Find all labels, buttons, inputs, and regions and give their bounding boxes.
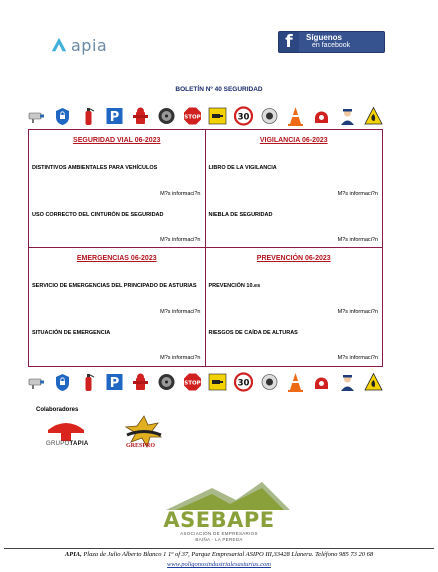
asebape-location: BAIÑA · LA PEREDA [195,537,243,542]
asebape-mountain-icon [166,482,290,510]
section-heading[interactable]: PREVENCIÓN 06-2023 [256,255,331,262]
apia-logo[interactable] [50,35,107,55]
more-info-link[interactable]: M?s informaci?n [337,191,378,197]
security-camera-icon [260,371,279,393]
stop-sign-text: STOP [183,114,201,121]
fire-hydrant-icon [131,105,150,127]
speed-limit-text: 30 [237,378,250,389]
speed-limit-text: 30 [237,112,250,123]
more-info-link[interactable]: M?s informaci?n [337,309,378,315]
facebook-line1: Síguenos [306,33,343,42]
article-title[interactable]: USO CORRECTO DEL CINTURÓN DE SEGURIDAD [32,212,164,218]
facebook-icon: f [279,32,299,52]
bulletin-grid [28,129,383,367]
more-info-link[interactable]: M?s informaci?n [337,237,378,243]
article-title[interactable]: LIBRO DE LA VIGILANCIA [208,165,277,171]
fire-warning-sign-icon [364,371,383,393]
facebook-follow-button[interactable] [278,31,385,53]
asebape-subtitle: ASOCIACIÓN DE EMPRESARIOS [180,531,258,536]
more-info-link[interactable]: M?s informaci?n [337,355,378,361]
section-heading[interactable]: SEGURIDAD VIAL 06-2023 [73,137,161,144]
fire-hydrant-icon [131,371,150,393]
speed-limit-30-icon [234,371,253,393]
fire-alarm-icon [312,371,331,393]
icon-strip-top [27,103,383,129]
cctv-camera-icon [27,371,46,393]
cctv-warning-sign-icon [208,371,227,393]
cctv-warning-sign-icon [208,105,227,127]
stop-sign-icon [183,105,202,127]
section-vigilancia [206,130,383,248]
traffic-cone-icon [286,105,305,127]
security-guard-icon [338,371,357,393]
apia-logo-icon [50,36,68,54]
article-title[interactable]: PREVENCIÓN 10.es [208,283,261,289]
svg-text:P: P [109,376,120,391]
security-guard-icon [338,105,357,127]
fire-extinguisher-icon [79,105,98,127]
section-prevencion [206,248,383,366]
article-title[interactable]: RIESGOS DE CAÍDA DE ALTURAS [208,330,298,336]
apia-logo-text: apia [71,35,108,55]
collaborators-label: Colaboradores [36,407,79,413]
parking-sign-icon [105,371,124,393]
footer-address: APIA, Plaza de Julio Alberto Blanco 1 1º of 37, Parque Empresarial ASIPO III,33428 Llanera. Teléfono 985 73 20 68 [64,551,374,558]
parking-sign-icon [105,105,124,127]
footer-divider [4,548,434,549]
more-info-link[interactable]: M?s informaci?n [160,191,201,197]
security-camera-icon [260,105,279,127]
article-title[interactable]: SITUACIÓN DE EMERGENCIA [32,330,111,336]
section-heading[interactable]: VIGILANCIA 06-2023 [259,137,328,144]
asebape-name: ASEBAPE [163,508,275,532]
more-info-link[interactable]: M?s informaci?n [160,309,201,315]
grespro-text: GRESPRO [126,443,156,449]
icon-strip-bottom [27,369,383,395]
lock-icon [53,105,72,127]
stop-sign-text: STOP [183,380,201,387]
facebook-line2: en facebook [312,42,351,49]
section-emergencias [29,248,206,366]
bulletin-title: BOLETÍN Nº 40 SEGURIDAD [175,86,263,93]
article-title[interactable]: DISTINTIVOS AMBIENTALES PARA VEHÍCULOS [32,165,158,171]
more-info-link[interactable]: M?s informaci?n [160,355,201,361]
traffic-cone-icon [286,371,305,393]
cctv-camera-icon [27,105,46,127]
article-title[interactable]: SERVICIO DE EMERGENCIAS DEL PRINCIPADO DE ASTURIAS [32,283,197,289]
grupo-tapia-text: GRUPOTAPIA [46,441,89,447]
fire-extinguisher-icon [79,371,98,393]
speed-limit-30-icon [234,105,253,127]
footer-website-link[interactable]: www.poligonosindustrialesasturias.com [167,561,271,568]
article-title[interactable]: NIEBLA DE SEGURIDAD [208,212,273,218]
stop-sign-icon [183,371,202,393]
lock-icon [53,371,72,393]
fire-warning-sign-icon [364,105,383,127]
section-heading[interactable]: EMERGENCIAS 06-2023 [76,255,157,262]
vault-dial-icon [157,105,176,127]
vault-dial-icon [157,371,176,393]
more-info-link[interactable]: M?s informaci?n [160,237,201,243]
svg-text:P: P [109,110,120,125]
section-seguridad-vial [29,130,206,248]
fire-alarm-icon [312,105,331,127]
